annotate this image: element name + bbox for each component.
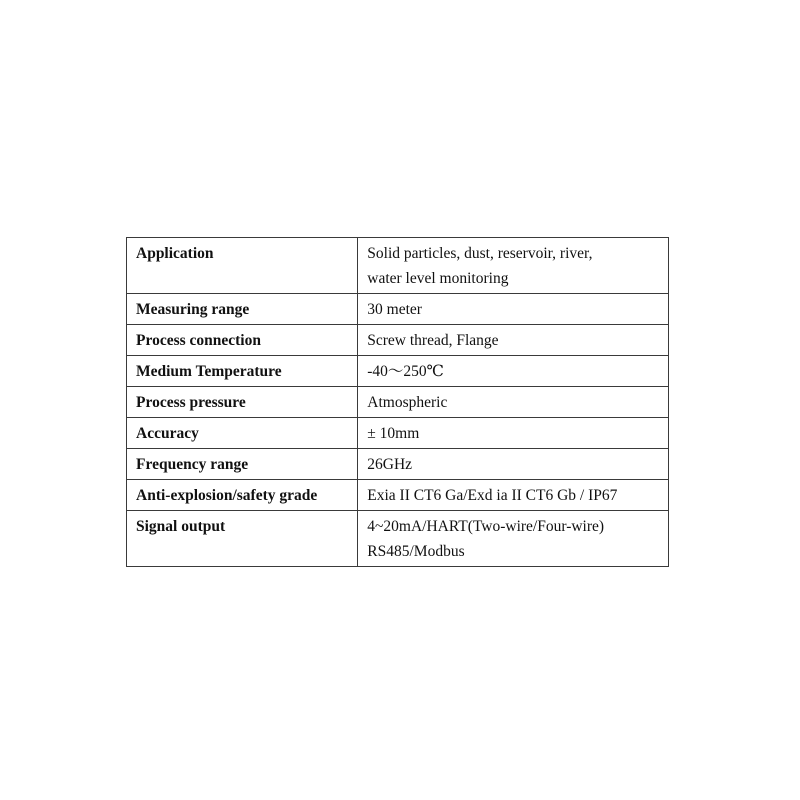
row-value-line: 4~20mA/HART(Two-wire/Four-wire): [367, 518, 605, 535]
row-label: Anti-explosion/safety grade: [127, 480, 358, 511]
row-value: [358, 325, 669, 356]
row-label: Process connection: [127, 325, 358, 356]
table-row: [127, 356, 669, 387]
row-value-line: Atmospheric: [367, 394, 448, 411]
table-row: [127, 294, 669, 325]
row-label: Measuring range: [127, 294, 358, 325]
table-row: [127, 387, 669, 418]
row-label: Signal output: [127, 511, 358, 567]
spec-table: [126, 237, 669, 567]
row-value-line: Exia II CT6 Ga/Exd ia II CT6 Gb / IP67: [367, 487, 618, 504]
row-value: [358, 294, 669, 325]
row-label: Application: [127, 238, 358, 294]
table-row: [127, 480, 669, 511]
row-value-line: RS485/Modbus: [367, 543, 465, 560]
row-label: Frequency range: [127, 449, 358, 480]
row-value-line: Screw thread, Flange: [367, 332, 499, 349]
row-label: Process pressure: [127, 387, 358, 418]
table-row: [127, 418, 669, 449]
row-value: [358, 418, 669, 449]
row-value: [358, 387, 669, 418]
row-value-line: 26GHz: [367, 456, 413, 473]
row-value-line: -40～250℃: [367, 363, 445, 380]
row-value-line: Solid particles, dust, reservoir, river,: [367, 245, 593, 262]
row-value-line: 30 meter: [367, 301, 422, 318]
row-label: Medium Temperature: [127, 356, 358, 387]
table-row: [127, 449, 669, 480]
table-row: [127, 511, 669, 567]
row-value: [358, 356, 669, 387]
table-row: [127, 238, 669, 294]
row-value: [358, 238, 669, 294]
row-label: Accuracy: [127, 418, 358, 449]
row-value: [358, 480, 669, 511]
row-value-line: ± 10mm: [367, 425, 420, 442]
row-value: [358, 449, 669, 480]
table-row: [127, 325, 669, 356]
row-value-line: water level monitoring: [367, 270, 509, 287]
row-value: [358, 511, 669, 567]
